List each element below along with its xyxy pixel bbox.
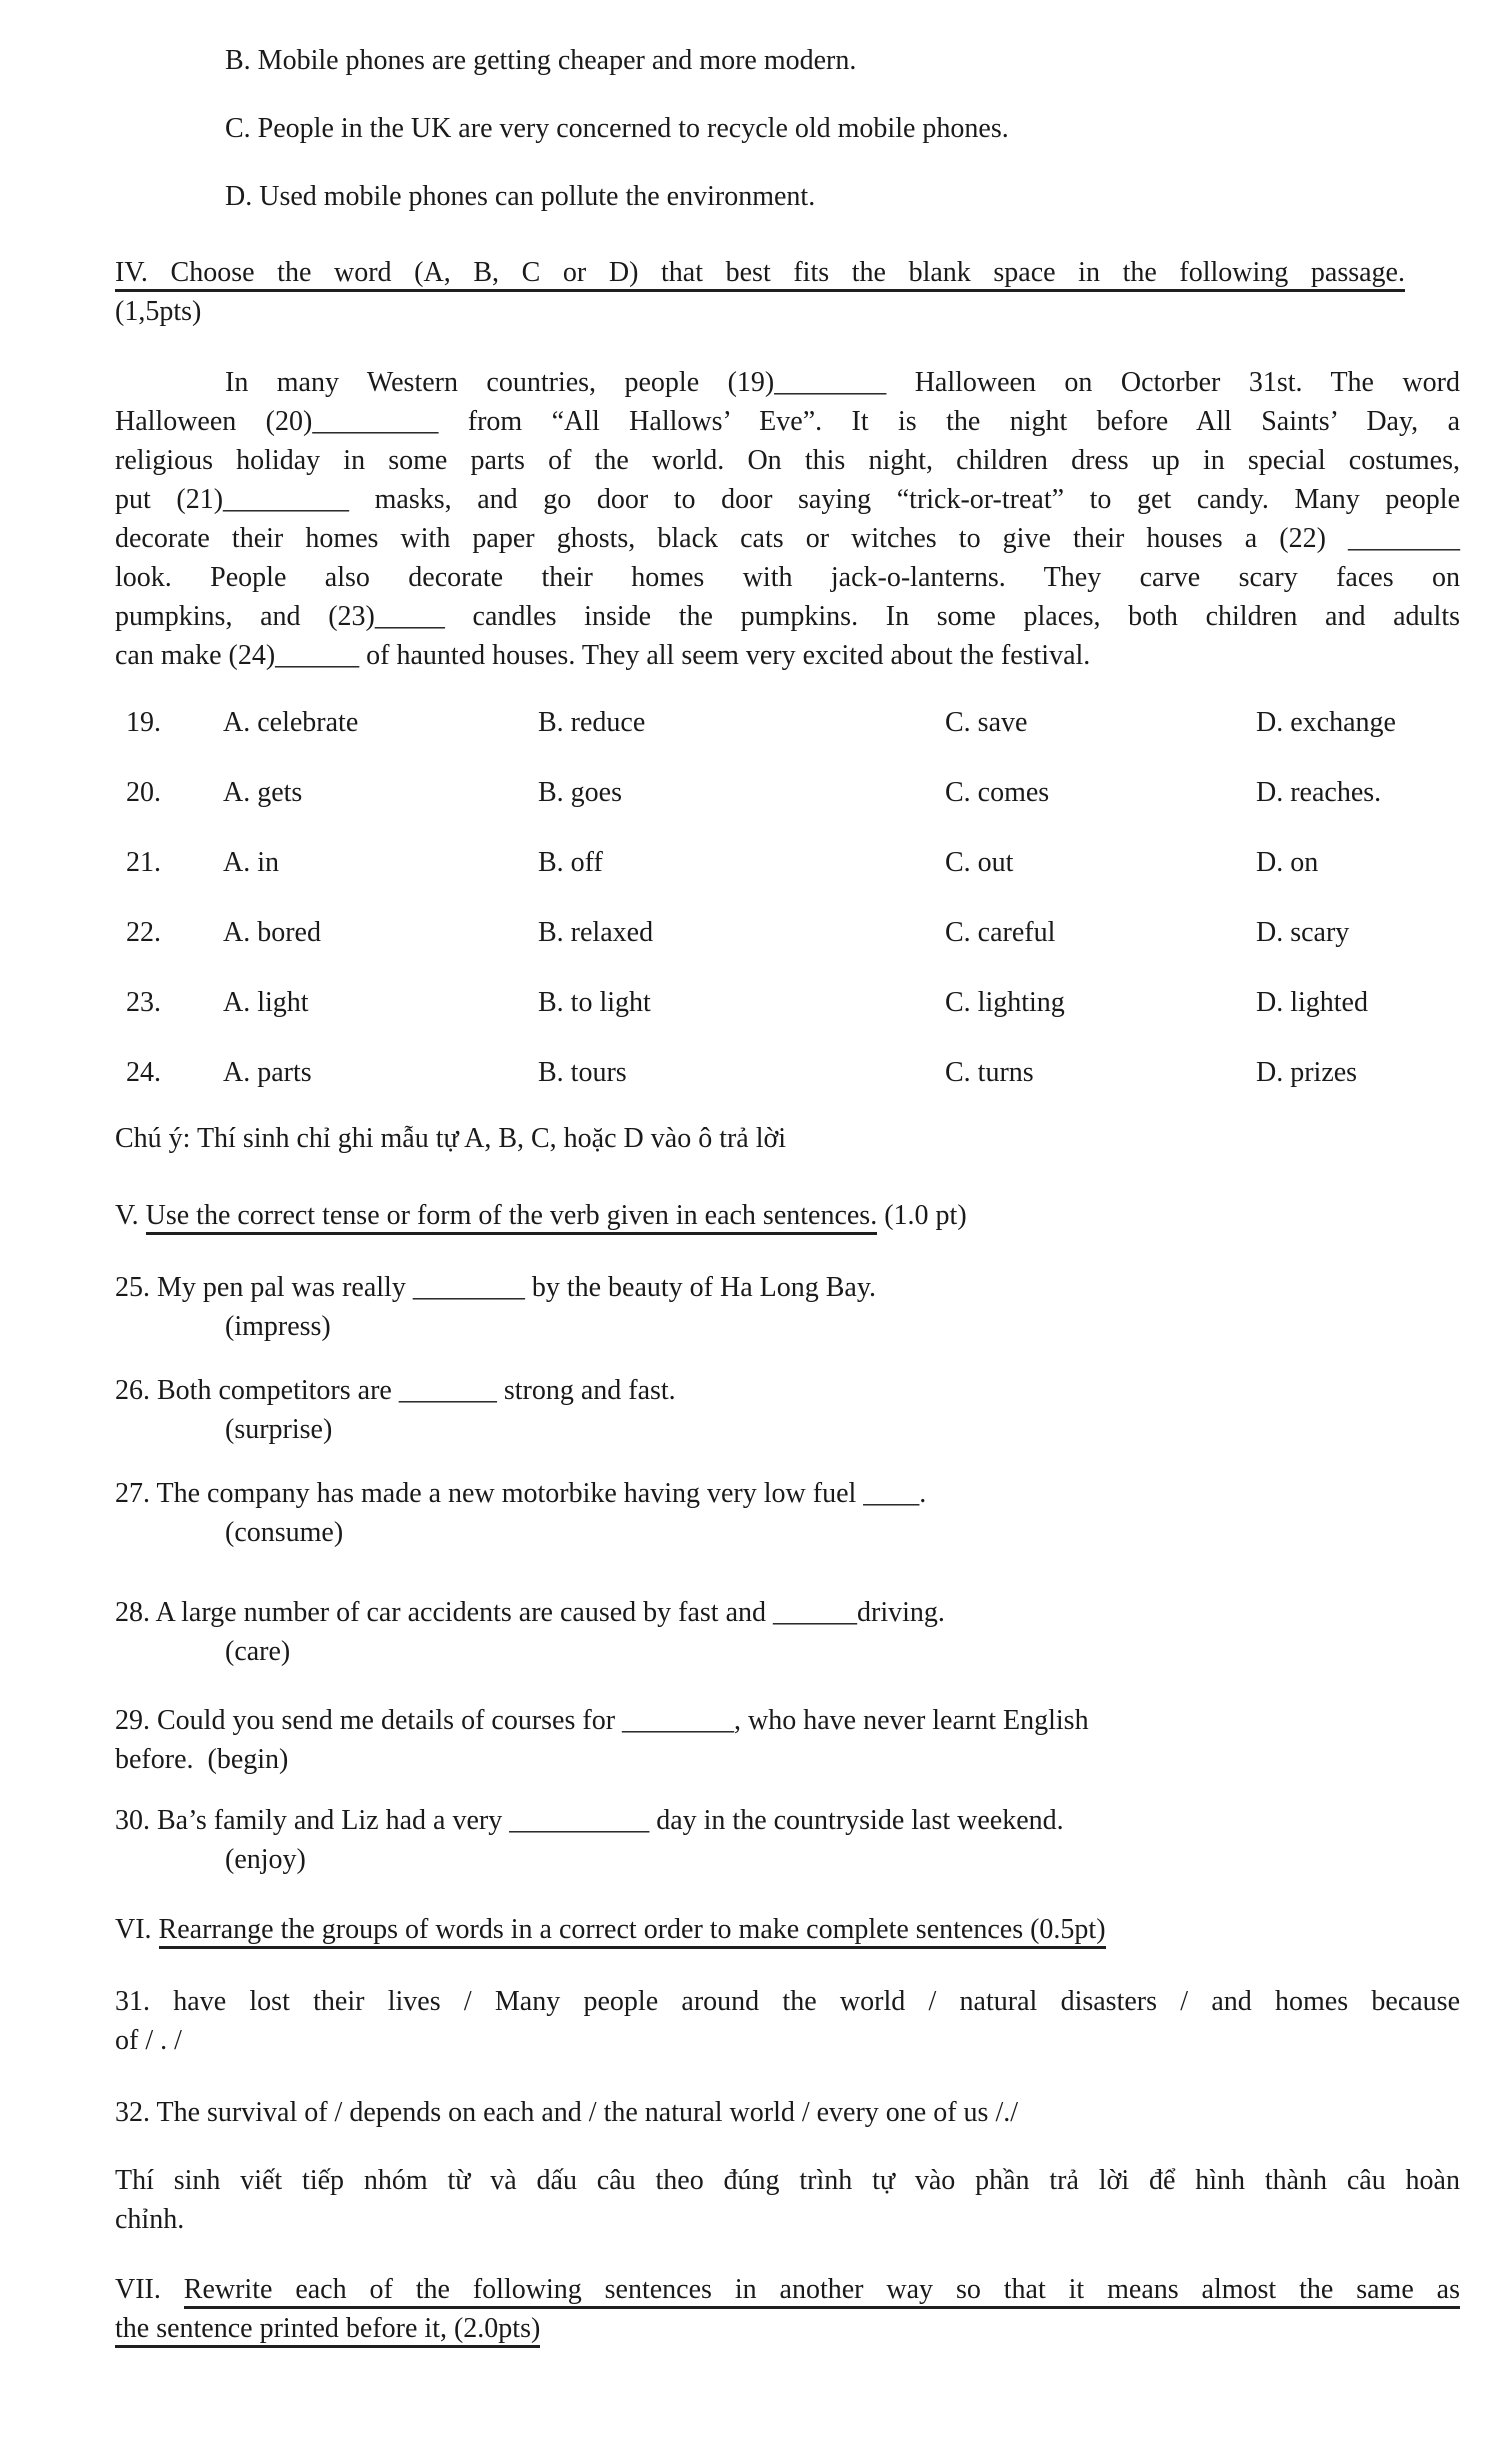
answer-option-b: B. Mobile phones are getting cheaper and more modern. — [225, 45, 857, 76]
question-row-24 — [126, 1053, 1460, 1092]
option-d: D. reaches. — [1256, 777, 1382, 808]
question-number: 20. — [126, 777, 161, 808]
question-text: 29. Could you send me details of courses for ________, who have never learnt English — [115, 1705, 1089, 1736]
passage-line: pumpkins, and (23)_____ candles inside the pumpkins. In some places, both children and adults — [115, 601, 1460, 632]
option-b: B. goes — [538, 777, 622, 808]
passage-line: look. People also decorate their homes with jack-o-lanterns. They carve scary faces on — [115, 562, 1460, 593]
note-line: chỉnh. — [115, 2204, 185, 2235]
question-text: 30. Ba’s family and Liz had a very __________ day in the countryside last weekend. — [115, 1805, 1064, 1836]
section-v-number: V. — [115, 1200, 146, 1231]
heading-line — [115, 2270, 1460, 2309]
option-a: A. celebrate — [223, 707, 359, 738]
question-row-22 — [126, 913, 1460, 952]
option-d: D. lighted — [1256, 987, 1368, 1018]
option-c: C. turns — [945, 1057, 1034, 1088]
section-iv-points: (1,5pts) — [115, 296, 202, 327]
answer-option-d: D. Used mobile phones can pollute the environment. — [225, 181, 816, 212]
option-b: B. tours — [538, 1057, 627, 1088]
cloze-passage — [115, 363, 1460, 675]
option-c: C. out — [945, 847, 1014, 878]
section-vii-heading-text: Rewrite each of the following sentences in another way so that it means almost the same as — [184, 2274, 1460, 2309]
question-text: 32. The survival of / depends on each and / the natural world / every one of us /./ — [115, 2097, 1019, 2128]
question-25 — [115, 1268, 1460, 1346]
question-text: 31. have lost their lives / Many people around the world / natural disasters / and homes because — [115, 1986, 1460, 2017]
verb-hint: (surprise) — [225, 1414, 333, 1445]
question-row-21 — [126, 843, 1460, 882]
option-a: A. gets — [223, 777, 303, 808]
section-vii-number: VII. — [115, 2274, 184, 2305]
option-c: C. save — [945, 707, 1028, 738]
section-vi-note-vietnamese — [115, 2161, 1460, 2239]
option-c: C. careful — [945, 917, 1056, 948]
option-a: A. light — [223, 987, 309, 1018]
question-29 — [115, 1701, 1460, 1779]
section-vi-heading — [115, 1910, 1460, 1949]
option-a: A. parts — [223, 1057, 312, 1088]
question-row-20 — [126, 773, 1460, 812]
question-number: 19. — [126, 707, 161, 738]
section-v-points: (1.0 pt) — [877, 1200, 967, 1231]
question-26 — [115, 1371, 1460, 1449]
passage-line: can make (24)______ of haunted houses. They all seem very excited about the festival. — [115, 640, 1091, 671]
question-text: 25. My pen pal was really ________ by the beauty of Ha Long Bay. — [115, 1272, 877, 1303]
option-a: A. in — [223, 847, 279, 878]
passage-line: In many Western countries, people (19)________ Halloween on Octorber 31st. The word — [225, 367, 1460, 398]
question-32 — [115, 2093, 1460, 2132]
multiple-choice-table — [115, 703, 1460, 1092]
section-vii-heading-text: the sentence printed before it, (2.0pts) — [115, 2313, 540, 2348]
verb-hint: (care) — [225, 1636, 291, 1667]
question-row-19 — [126, 703, 1460, 742]
section-iv-heading-text: IV. Choose the word (A, B, C or D) that best fits the blank space in the following passage. — [115, 257, 1405, 292]
verb-hint: (enjoy) — [225, 1844, 306, 1875]
passage-line: Halloween (20)_________ from “All Hallows’ Eve”. It is the night before All Saints’ Day, a — [115, 406, 1460, 437]
section-v-heading — [115, 1196, 1460, 1235]
section-vi-heading-text: Rearrange the groups of words in a correct order to make complete sentences (0.5pt) — [159, 1914, 1106, 1949]
passage-line: put (21)_________ masks, and go door to door saying “trick-or-treat” to get candy. Many people — [115, 484, 1460, 515]
question-28 — [115, 1593, 1460, 1671]
question-text: 27. The company has made a new motorbike having very low fuel ____. — [115, 1478, 927, 1509]
option-b: B. to light — [538, 987, 651, 1018]
question-27 — [115, 1474, 1460, 1552]
passage-line: decorate their homes with paper ghosts, black cats or witches to give their houses a (22) ________ — [115, 523, 1460, 554]
section-v-heading-text: Use the correct tense or form of the verb given in each sentences. — [146, 1200, 878, 1235]
option-c: C. lighting — [945, 987, 1065, 1018]
section-iv-note-vietnamese: Chú ý: Thí sinh chỉ ghi mẫu tự A, B, C, hoặc D vào ô trả lời — [115, 1123, 787, 1154]
question-text: 26. Both competitors are _______ strong and fast. — [115, 1375, 676, 1406]
option-d: D. on — [1256, 847, 1319, 878]
question-number: 24. — [126, 1057, 161, 1088]
question-number: 23. — [126, 987, 161, 1018]
option-d: D. scary — [1256, 917, 1350, 948]
answer-option-c: C. People in the UK are very concerned to recycle old mobile phones. — [225, 113, 1009, 144]
question-text-continuation: of / . / — [115, 2025, 182, 2056]
option-a: A. bored — [223, 917, 321, 948]
question-text: 28. A large number of car accidents are caused by fast and ______driving. — [115, 1597, 945, 1628]
option-b: B. relaxed — [538, 917, 654, 948]
option-d: D. exchange — [1256, 707, 1396, 738]
heading-line — [115, 2309, 1460, 2348]
question-text-continuation: before. (begin) — [115, 1744, 289, 1775]
option-b: B. off — [538, 847, 603, 878]
section-vii-heading — [115, 2270, 1460, 2348]
passage-line: religious holiday in some parts of the world. On this night, children dress up in special costumes, — [115, 445, 1460, 476]
question-number: 22. — [126, 917, 161, 948]
note-line: Thí sinh viết tiếp nhóm từ và dấu câu theo đúng trình tự vào phần trả lời để hình thành câu hoàn — [115, 2165, 1460, 2196]
question-30 — [115, 1801, 1460, 1879]
option-b: B. reduce — [538, 707, 646, 738]
verb-hint: (consume) — [225, 1517, 344, 1548]
option-d: D. prizes — [1256, 1057, 1358, 1088]
section-iv-heading — [115, 253, 1405, 292]
verb-hint: (impress) — [225, 1311, 331, 1342]
question-number: 21. — [126, 847, 161, 878]
question-row-23 — [126, 983, 1460, 1022]
option-c: C. comes — [945, 777, 1050, 808]
section-vi-number: VI. — [115, 1914, 159, 1945]
question-31 — [115, 1982, 1460, 2060]
